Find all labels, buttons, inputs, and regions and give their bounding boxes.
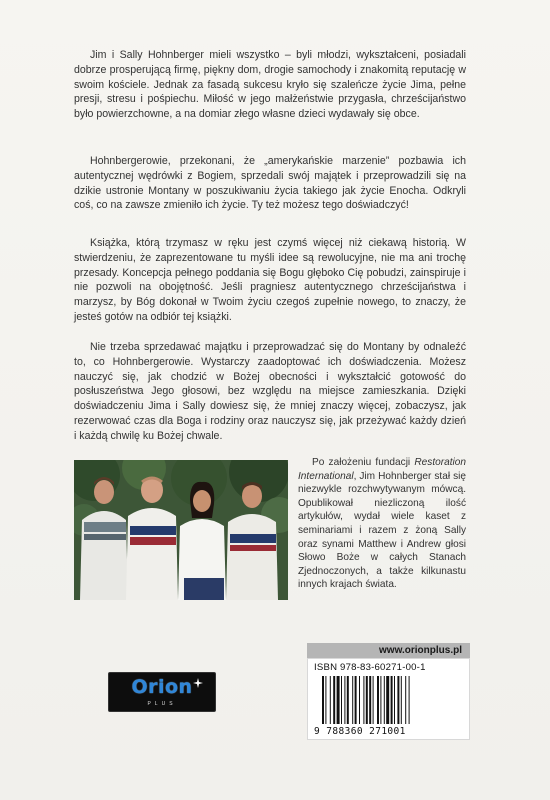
barcode-icon	[322, 676, 458, 726]
author-bio-paragraph	[298, 456, 466, 592]
barcode-digits: 9 788360 271001	[314, 726, 406, 737]
foundation-name: Restoration International	[298, 457, 466, 482]
family-photo-illustration	[74, 460, 288, 600]
publisher-url: www.orionplus.pl	[307, 643, 470, 658]
isbn-label: ISBN 978-83-60271-00-1	[314, 662, 426, 673]
family-photo	[74, 460, 288, 600]
description-paragraph-1	[74, 48, 466, 122]
isbn-barcode-box	[307, 658, 470, 740]
description-paragraph-2	[74, 154, 466, 213]
author-bio	[298, 456, 466, 592]
paragraph-text: Książka, którą trzymasz w ręku jest czymś więcej niż ciekawą historią. W stwierdzeniu, że zaprezentowane tu myśli idee są rewolucyjne, nie ma ani trochę przesady. Koncepcja pełnego poddania się Bogu głęboko Cię pobudzi, zainspiruje i nie pozwoli na obojętność. Jeśli pragniesz autentycznego chrześcijaństwa i marzysz, by Bóg dokonał w Twoim życiu czegoś zupełnie nowego, to znaczy, że jesteś gotów na odbiór tej książki.	[74, 237, 466, 323]
description-paragraph-3	[74, 236, 466, 325]
paragraph-text: Hohnbergerowie, przekonani, że „amerykańskie marzenie” pozbawia ich autentycznej wędrówki z Bogiem, sprzedali swój majątek i przeprowadzili się na dzikie ustronie Montany w poszukiwaniu życia takiego jak życie Enocha. Odkryli coś, co na zawsze zmieniło ich życie. Ty też możesz tego doświadczyć!	[74, 155, 466, 212]
author-bio-text-start: Po założeniu fundacji	[312, 457, 415, 468]
logo-subtitle: PLUS	[147, 701, 177, 707]
paragraph-text: Nie trzeba sprzedawać majątku i przeprowadzać się do Montany by odnaleźć to, co Hohnbergerowie. Wystarczy zaadoptować ich doświadczenia. Możesz nauczyć się, jak chodzić w Bożej obecności i wykształcić gotowość do posłuszeństwa Jego głosowi, bez względu na miejsce zamieszkania. Dzięki doświadczeniu Jima i Sally dowiesz się, że mniej znaczy więcej, zobaczysz, jak rezerwować czas dla Boga i rodziny oraz nauczysz się, jak przeżywać każdy dzień i każdą chwilę ku Bożej chwale.	[74, 341, 466, 442]
star-icon	[193, 678, 203, 688]
paragraph-text: Jim i Sally Hohnberger mieli wszystko – byli młodzi, wykształceni, posiadali dobrze prosperującą firmę, piękny dom, drogie samochody i znakomitą reputację w swoim kościele. Jednak za fasadą sukcesu kryło się szaleńcze życie Jima, pełne presji, stresu i pośpiechu. Miłość w jego małżeństwie przygasła, chrześcijaństwo było powierzchowne, a na domiar złego własne dzieci wydawały się obce.	[74, 49, 466, 121]
orion-plus-logo	[108, 672, 216, 712]
description-paragraph-4	[74, 340, 466, 444]
author-bio-text-end: , Jim Hohnberger stał się niezwykle rozchwytywanym mówcą. Opublikował niezliczoną ilość artykułów, wydał wiele kaset z seminariami i razem z żoną Sally oraz synami Matthew i Andrew głosi Słowo Boże w całych Stanach Zjednoczonych, a także kilkunastu innych krajach świata.	[298, 470, 466, 591]
logo-wordmark: Orion	[131, 676, 193, 698]
